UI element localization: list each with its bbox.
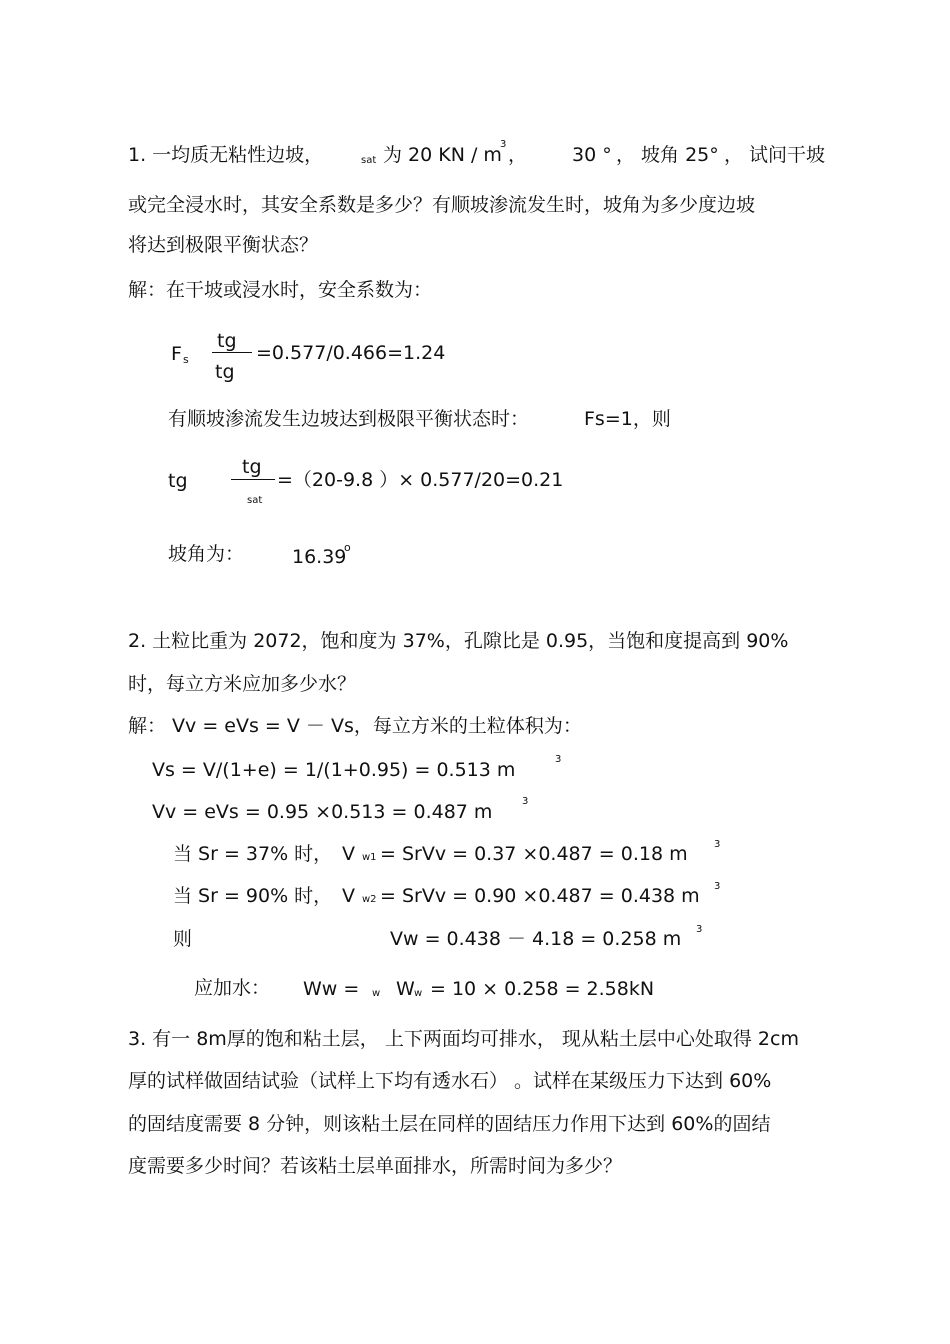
fs-equals-one: Fs=1，则 — [584, 408, 671, 430]
tg-label: tg — [168, 470, 188, 492]
q1-solution-intro: 解：在干坡或浸水时，安全系数为： — [128, 279, 433, 301]
fraction2-numerator: tg — [242, 456, 262, 478]
vv-line: Vv = eVs = 0.95 ×0.513 = 0.487 m — [152, 801, 493, 823]
vv-exp: 3 — [522, 796, 529, 807]
fraction2-result: =（20-9.8 ）× 0.577/20=0.21 — [277, 469, 564, 491]
vs-line: Vs = V/(1+e) = 1/(1+0.95) = 0.513 m — [152, 759, 516, 781]
seepage-condition: 有顺坡渗流发生边坡达到极限平衡状态时： — [168, 408, 530, 430]
then-label: 则 — [173, 928, 193, 950]
q1-line1-d: 30 ° — [572, 144, 612, 166]
ww-c: = 10 × 0.258 = 2.58kN — [430, 978, 655, 1000]
q1-exp: 3 — [500, 139, 507, 150]
sr2-exp: 3 — [714, 881, 721, 892]
gamma-w-sub: w — [372, 988, 381, 999]
fraction2-bar — [231, 479, 275, 480]
q3-line1: 3. 有一 8m厚的饱和粘土层， 上下两面均可排水， 现从粘土层中心处取得 2cm — [128, 1028, 799, 1050]
fs-label: F — [171, 343, 182, 365]
sr2-b: = SrVv = 0.90 ×0.487 = 0.438 m — [380, 885, 700, 907]
slope-angle-value: 16.39 — [292, 546, 347, 568]
q1-line1-b: 为 20 KN / m — [383, 144, 502, 166]
q1-line1-f: ， 试问干坡 — [724, 144, 826, 166]
slope-angle-label: 坡角为： — [168, 543, 245, 565]
q3-line4: 度需要多少时间？若该粘土层单面排水，所需时间为多少？ — [128, 1155, 623, 1177]
sr1-a: 当 Sr = 37% 时， — [173, 843, 333, 865]
q1-line1-c: ， — [508, 144, 528, 166]
fraction1-result: =0.577/0.466=1.24 — [256, 342, 446, 364]
fraction2-denominator: sat — [247, 495, 263, 506]
q1-line1-a: 1. 一均质无粘性边坡， — [128, 144, 324, 166]
ww-sub: w — [414, 988, 423, 999]
q2-solution-a: 解： Vv = eVs = V － Vs，每立方米的土粒体积为： — [128, 715, 582, 737]
q2-line1: 2. 土粒比重为 2072，饱和度为 37%，孔隙比是 0.95，当饱和度提高到 90% — [128, 630, 789, 652]
q3-line3: 的固结度需要 8 分钟，则该粘土层在同样的固结压力作用下达到 60%的固结 — [128, 1113, 771, 1135]
ww-b: W — [396, 978, 415, 1000]
q2-line2: 时，每立方米应加多少水？ — [128, 673, 357, 695]
q1-line2: 或完全浸水时，其安全系数是多少？有顺坡渗流发生时，坡角为多少度边坡 — [128, 194, 756, 216]
sr1-b: = SrVv = 0.37 ×0.487 = 0.18 m — [380, 843, 688, 865]
fraction1-numerator: tg — [217, 330, 237, 352]
sr2-v: V — [342, 885, 355, 907]
q3-line2: 厚的试样做固结试验（试样上下均有透水石） 。试样在某级压力下达到 60% — [128, 1070, 772, 1092]
degree-mark: o — [344, 541, 351, 554]
fraction1-denominator: tg — [215, 361, 235, 383]
sr2-sub: w2 — [362, 894, 377, 905]
fraction1-bar — [212, 352, 252, 353]
add-water-label: 应加水： — [194, 977, 271, 999]
q1-line3: 将达到极限平衡状态？ — [128, 234, 319, 256]
sr2-a: 当 Sr = 90% 时， — [173, 885, 333, 907]
sr1-v: V — [342, 843, 355, 865]
vs-exp: 3 — [555, 754, 562, 765]
vw-line: Vw = 0.438 － 4.18 = 0.258 m — [390, 928, 682, 950]
ww-a: Ww = — [303, 978, 360, 1000]
fs-subscript: s — [183, 353, 189, 366]
q1-sat-subscript: sat — [361, 155, 377, 166]
sr1-exp: 3 — [714, 839, 721, 850]
q1-line1-e: ， 坡角 25° — [616, 144, 719, 166]
sr1-sub: w1 — [362, 852, 377, 863]
vw-exp: 3 — [696, 924, 703, 935]
